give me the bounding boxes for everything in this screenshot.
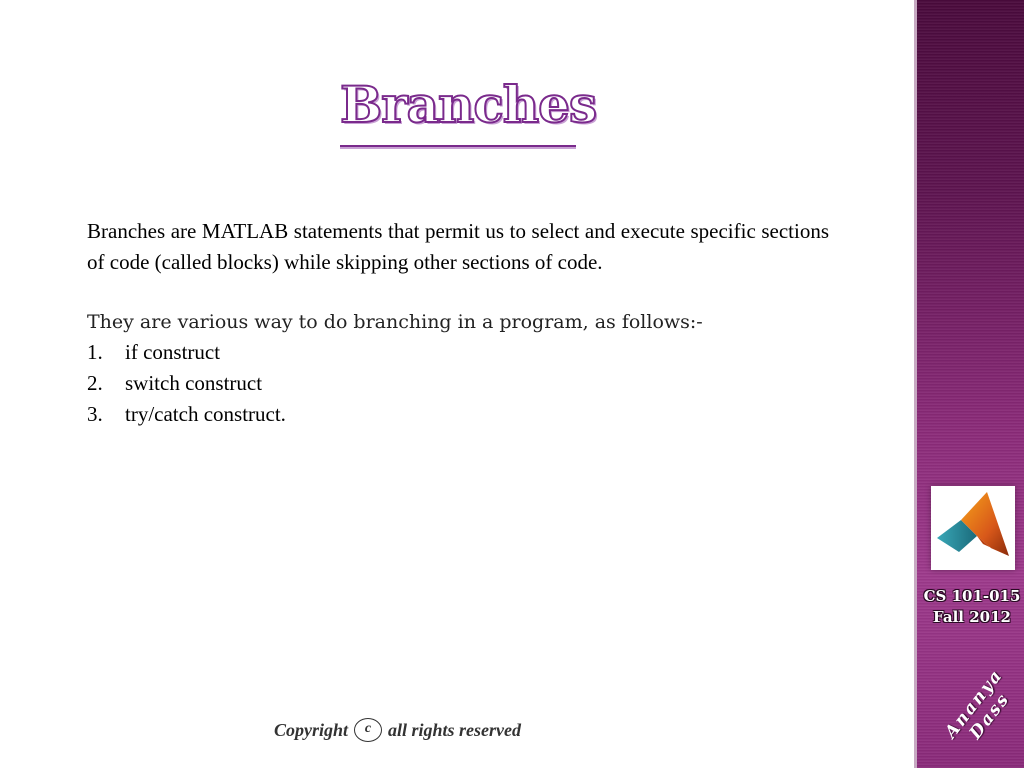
slide-title: Branches (340, 75, 597, 134)
copyright-icon: c (354, 718, 382, 742)
copyright-prefix: Copyright (274, 719, 349, 740)
course-code: CS 101-015 (923, 587, 1021, 605)
author-name: Ananya Dass (941, 665, 1015, 744)
description-paragraph: Branches are MATLAB statements that permit us to select and execute specific sections of code (called blocks) while skipping other sections of code. (87, 219, 829, 274)
title-underline (340, 145, 576, 147)
list-number: 3. (87, 402, 103, 426)
course-term: Fall 2012 (933, 608, 1011, 626)
matlab-logo-icon (931, 486, 1015, 570)
list-item (87, 337, 829, 368)
intro-line: They are various way to do branching in a program, as follows:- (87, 311, 703, 333)
list-text: try/catch construct. (125, 402, 286, 426)
list-number: 1. (87, 340, 103, 364)
list-text: if construct (125, 340, 221, 364)
list-item (87, 399, 829, 430)
copyright-suffix: all rights reserved (388, 719, 522, 740)
sidebar (914, 0, 1024, 768)
list-item (87, 368, 829, 399)
list-number: 2. (87, 371, 103, 395)
course-info (917, 586, 1024, 628)
slide-content (87, 216, 829, 430)
copyright-notice (274, 716, 564, 744)
list-text: switch construct (125, 371, 263, 395)
branch-list (87, 337, 829, 430)
